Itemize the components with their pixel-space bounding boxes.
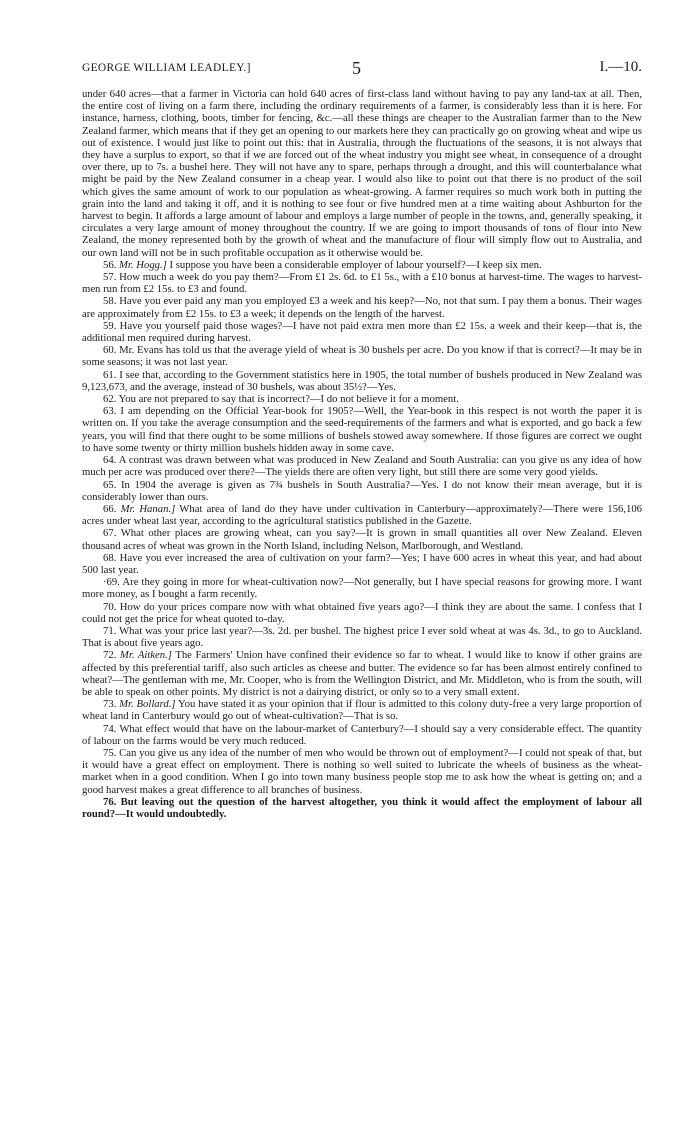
question-76 [82,796,642,820]
question-75 [82,747,642,796]
question-text: Have you ever increased the area of cultivation on your farm?—Yes; I have 600 acres in wheat this year, and had about 500 last year. [82,551,643,576]
question-number: ·69. [103,576,120,589]
question-62 [82,393,642,405]
question-text: How do your prices compare now with what obtained five years ago?—I think they are about the same. I confess that I could not get the price for wheat quoted to-day. [82,600,643,625]
question-text: What was your price last year?—3s. 2d. per bushel. The highest price I ever sold wheat at was 4s. 3d., to go to Auckland. That is about five years ago. [82,624,642,650]
question-number: 65. [103,478,117,491]
document-reference: I.—10. [599,59,642,75]
question-number: 63. [103,405,117,418]
question-text: Mr. Evans has told us that the average yield of wheat is 30 bushels per acre. Do you know if that is correct?—It may be in some seasons; it was not last year. [82,344,642,369]
speaker: Mr. Hanan.] [120,502,176,515]
question-63 [82,405,642,454]
question-71 [82,625,642,649]
question-64 [82,454,642,478]
question-57 [82,271,642,295]
question-text: You are not prepared to say that is incorrect?—I do not believe it for a moment. [118,393,459,406]
question-number: 75. [103,746,117,759]
question-74 [82,723,642,747]
question-text: The Farmers' Union have confined their evidence so far to wheat. I would like to know if other grains are affected by this preferential tariff, also such articles as cheese and butter. The evidence so far has been almost entirely confined to wheat?—The gentleman with me, Mr. Cooper, who is from the Wellington District, and Mr. Middleton, who is from the south, will be able to speak on other points. My district is not a dairying district, or only so to a very small extent. [82,649,643,698]
question-70 [82,601,642,625]
header-witness-name: GEORGE WILLIAM LEADLEY.] [82,62,251,74]
question-69 [82,576,642,600]
speaker: Mr. Aitken.] [119,649,172,662]
question-text: Can you give us any idea of the number of men who would be thrown out of employment?—I could not speak of that, but it would have a great effect on employment. There is nothing so well suited to lubricate the wheels of business as the wheat-market when in a good condition. When I go into town many business people stop me to ask how the wheat is getting on; and a good harvest makes a great difference to all branches of business. [82,746,642,796]
question-text: Have you ever paid any man you employed £3 a week and his keep?—No, not that sum. I pay them a bonus. Their wages are approximately from £2 15s. to £3 a week; it depends on the length of the harvest. [82,295,643,320]
question-56 [82,259,642,271]
question-58 [82,295,642,319]
question-number: 76. [103,795,117,808]
question-text: You have stated it as your opinion that if flour is admitted to this colony duty-free a very large proportion of wheat land in Canterbury would go out of wheat-cultivation?—That is so. [82,698,643,723]
question-65 [82,479,642,503]
question-number: 66. [103,502,117,515]
question-text: What area of land do they have under cultivation in Canterbury—approximately?—There were 156,106 acres under wheat last year, according to the agricultural statistics published in the Gazette. [82,502,643,528]
question-number: 56. [103,258,117,271]
question-text: What other places are growing wheat, can you say?—It is grown in small quantities all over New Zealand. Eleven thousand acres of wheat was grown in the North Island, including Nelson, Marlborough, and Westland. [82,527,642,552]
question-number: 60. [103,344,117,357]
question-72 [82,649,642,698]
page-number: 5 [352,58,361,78]
paragraph-0: under 640 acres—that a farmer in Victoria can hold 640 acres of first-class land without having to pay any land-tax at all. Then, the entire cost of living on a farm there, including the ordinary requirements of a farmer, is considerably less than it is here. For instance, harness, clothing, boots, timber for fencing, &c.—all these things are cheaper to the Australian farmer than to the New Zealand farmer, which means that if they get an opening to our markets here they can practically go on growing wheat and wipe us out of existence. I would just like to point out this: that in Australia, through the fluctuations of the seasons, it is not always that they have a surplus to export, so that if we are forced out of the wheat industry you might see wheat, in consequence of a drought over there, up to 7s. a bushel here. They will not have any to spare, perhaps through a drought, and this will counterbalance what might be paid by the New Zealand consumer in a cheap year. I would also like to point out that there is no product of the soil which gives the same amount of work to our population as wheat-growing. A farmer requires so much work both in putting the grain into the land and taking it off, and it is nothing to see four or five hundred men at a time waiting about Ashburton for the harvest to begin. It affords a large amount of labour and employs a large number of people in the towns, and, generally speaking, it circulates a very large amount of money throughout the country. If we are going to import thousands of tons of flour into New Zealand, the money represented both by the growth of wheat and the manufacture of flour will simply flow out to Australia, and our own land will not be in such profitable occupation as it otherwise would be. [82,88,642,259]
question-73 [82,698,642,722]
question-number: 58. [103,295,117,308]
question-number: 68. [103,551,117,564]
question-text: Are they going in more for wheat-cultivation now?—Not generally, but I have special reasons for growing more. I want more money, as I bought a farm recently. [82,576,642,601]
question-number: 62. [103,393,117,406]
question-number: 74. [103,722,117,735]
question-number: 70. [103,600,117,613]
question-number: 59. [103,319,117,332]
question-text: In 1904 the average is given as 7¾ bushels in South Australia?—Yes. I do not know their mean average, but it is considerably lower than ours. [82,478,642,503]
question-text: What effect would that have on the labour-market of Canterbury?—I should say a very considerable effect. The quantity of labour on the farms would be very much reduced. [82,722,642,747]
question-number: 64. [103,454,117,467]
question-61 [82,369,642,393]
question-text: But leaving out the question of the harvest altogether, you think it would affect the employment of labour all round?—It would undoubtedly. [82,795,643,820]
question-number: 71. [103,624,117,637]
question-60 [82,344,642,368]
speaker: Mr. Bollard.] [119,698,176,711]
speaker: Mr. Hogg.] [119,258,167,271]
question-text: Have you yourself paid those wages?—I have not paid extra men more than £2 15s. a week and their keep—that is, the additional men required during harvest. [82,319,643,345]
question-number: 72. [103,649,117,662]
question-text: I suppose you have been a considerable employer of labour yourself?—I keep six men. [169,258,542,271]
question-67 [82,527,642,551]
question-59 [82,320,642,344]
question-number: 73. [103,698,117,711]
evidence-text [82,88,642,820]
question-text: A contrast was drawn between what was produced in New Zealand and South Australia: can you give us any idea of how much per acre was produced over there?—The yields there are often very light, but still there are some very good yields. [82,454,642,479]
question-text: I see that, according to the Government statistics here in 1905, the total number of bushels produced in New Zealand was 9,123,673, and the average, instead of 30 bushels, was about 35½?—Yes. [82,368,642,393]
question-66 [82,503,642,527]
question-number: 57. [103,271,117,284]
question-number: 61. [103,368,117,381]
page-header [82,58,642,78]
question-text: How much a week do you pay them?—From £1 2s. 6d. to £1 5s., with a £10 bonus at harvest-time. The wages to harvest-men run from £2 15s. to £3 and found. [82,271,642,296]
question-68 [82,552,642,576]
question-text: I am depending on the Official Year-book for 1905?—Well, the Year-book in this respect is not worth the paper it is written on. If you take the average consumption and the seed-requirements of the farmers and what is exported, and go back a few years, you will find that there ought to be some millions of bushels stowed away somewhere. If those figures are correct we ought to have some twenty or thirty million bushels hidden away in some cave. [82,405,643,454]
question-number: 67. [103,527,117,540]
